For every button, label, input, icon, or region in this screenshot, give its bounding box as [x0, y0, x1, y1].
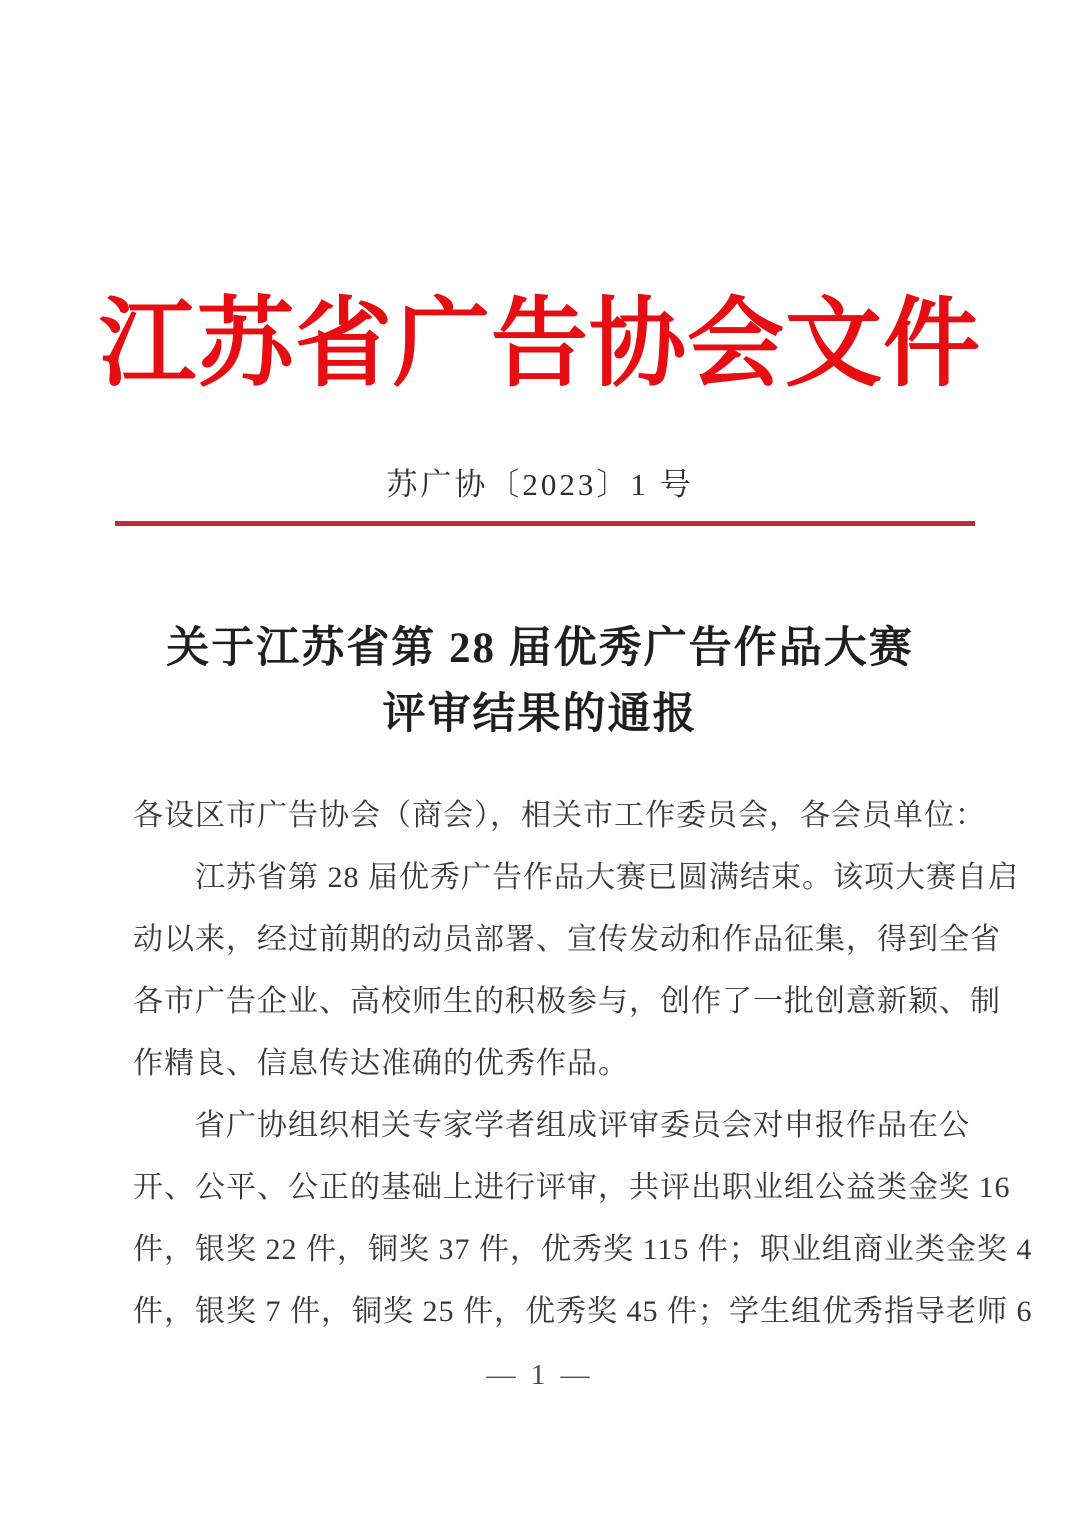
body-line: 江苏省第 28 届优秀广告作品大赛已圆满结束。该项大赛自启: [133, 861, 1019, 894]
body-line: 开、公平、公正的基础上进行评审，共评出职业组公益类金奖 16: [133, 1171, 1011, 1204]
body-line: 各市广告企业、高校师生的积极参与，创作了一批创意新颖、制: [133, 985, 1001, 1018]
page-number: — 1 —: [486, 1359, 594, 1391]
document-number: 苏广协〔2023〕1 号: [386, 467, 694, 502]
body-line: 件，银奖 22 件，铜奖 37 件，优秀奖 115 件；职业组商业类金奖 4: [133, 1233, 1033, 1266]
document-title-line-1: 关于江苏省第 28 届优秀广告作品大赛: [166, 625, 914, 672]
masthead-title: 江苏省广告协会文件: [99, 291, 981, 398]
document-title: [0, 616, 1080, 748]
red-divider-rule: [115, 521, 975, 526]
body-line: 各设区市广告协会（商会），相关市工作委员会，各会员单位：: [133, 799, 986, 832]
document-title-line-2: 评审结果的通报: [382, 691, 698, 738]
body-line: 动以来，经过前期的动员部署、宣传发动和作品征集，得到全省: [133, 923, 1001, 956]
document-body: [133, 785, 1033, 1343]
body-line: 件，银奖 7 件，铜奖 25 件，优秀奖 45 件；学生组优秀指导老师 6: [133, 1295, 1033, 1328]
body-line: 省广协组织相关专家学者组成评审委员会对申报作品在公: [133, 1109, 970, 1142]
body-line: 作精良、信息传达准确的优秀作品。: [133, 1047, 629, 1080]
